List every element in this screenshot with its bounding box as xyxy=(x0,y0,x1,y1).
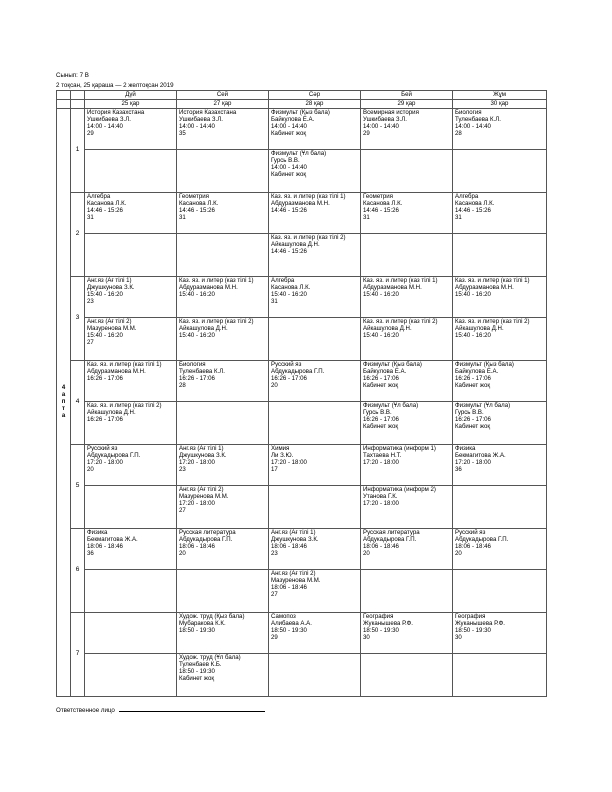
subject-name: Русская литература xyxy=(179,529,236,536)
lesson-time: 15:40 - 16:20 xyxy=(179,290,215,298)
lesson-cell xyxy=(269,193,361,234)
room-number: 27 xyxy=(87,338,94,346)
teacher-name: Касанова Л.К. xyxy=(87,199,127,207)
lesson-cell xyxy=(269,445,361,486)
teacher-name: Абдукадырова Г.П. xyxy=(87,451,141,459)
room-number: 20 xyxy=(363,549,370,557)
subject-name: Анг.яз (Ағ тілі 1) xyxy=(179,445,224,452)
lesson-number: 1 xyxy=(71,109,85,193)
teacher-name: Жуканышева Р.Ф. xyxy=(363,619,413,627)
teacher-name: Айкашулова Д.Н. xyxy=(271,240,320,248)
room-number: 36 xyxy=(87,549,94,557)
teacher-name: Байкулова Е.А. xyxy=(363,367,407,375)
lesson-cell xyxy=(269,613,361,654)
room-number: Кабинет жоқ xyxy=(271,170,307,178)
teacher-name: Ушкибаева З.Л. xyxy=(87,115,132,123)
subject-name: Химия xyxy=(271,445,290,452)
empty-cell xyxy=(85,150,177,193)
teacher-name: Мазуренова М.М. xyxy=(271,576,321,584)
subject-name: Худож. труд (Қыз бала) xyxy=(179,613,245,620)
lesson-time: 18:50 - 19:30 xyxy=(179,626,215,634)
lesson-row xyxy=(57,109,547,150)
teacher-name: Мубаракова К.К. xyxy=(179,619,226,627)
subject-name: Каз. яз. и литер (каз тілі 2) xyxy=(271,234,346,241)
day-date: 25 қар xyxy=(85,100,177,109)
empty-cell xyxy=(85,486,177,529)
day-date: 29 қар xyxy=(361,100,453,109)
room-number: 20 xyxy=(179,549,186,557)
corner-cell xyxy=(57,91,71,100)
empty-cell xyxy=(453,150,547,193)
subject-name: Геометрия xyxy=(363,193,393,200)
empty-cell xyxy=(269,654,361,697)
lesson-cell xyxy=(85,109,177,150)
teacher-name: Тахтаева Н.Т. xyxy=(363,451,402,459)
lesson-number: 5 xyxy=(71,445,85,529)
empty-cell xyxy=(269,486,361,529)
lesson-cell xyxy=(177,277,269,318)
room-number: 28 xyxy=(455,129,462,137)
teacher-name: Айкашулова Д.Н. xyxy=(455,324,504,332)
room-number: 29 xyxy=(271,633,278,641)
room-number: 27 xyxy=(271,590,278,598)
teacher-name: Джушкунова З.К. xyxy=(179,451,227,459)
subject-name: Физмульт (Қыз бала) xyxy=(271,109,330,116)
teacher-name: Утанова Г.К. xyxy=(363,492,398,500)
teacher-name: Абдуразманова М.Н. xyxy=(271,199,330,207)
lesson-cell xyxy=(453,193,547,234)
lesson-cell xyxy=(177,486,269,529)
subject-name: Информатика (информ 2) xyxy=(363,486,436,493)
lesson-time: 17:20 - 18:00 xyxy=(271,458,307,466)
lesson-time: 14:46 - 15:26 xyxy=(87,206,123,214)
lesson-time: 14:00 - 14:40 xyxy=(179,122,215,130)
subject-name: География xyxy=(363,613,394,620)
room-number: 27 xyxy=(179,506,186,514)
subject-name: География xyxy=(455,613,486,620)
subject-name: Алгебра xyxy=(455,193,479,200)
subject-name: Физика xyxy=(455,445,476,452)
subject-name: Русский яз xyxy=(87,445,118,452)
teacher-name: Джушкунова З.К. xyxy=(271,535,319,543)
lesson-cell xyxy=(177,529,269,570)
subject-name: Каз. яз. и литер (каз тілі 2) xyxy=(363,318,438,325)
lesson-time: 18:50 - 19:30 xyxy=(179,667,215,675)
lesson-number: 4 xyxy=(71,361,85,445)
teacher-name: Алибаева А.А. xyxy=(271,619,312,627)
room-number: 28 xyxy=(179,381,186,389)
lesson-cell xyxy=(361,318,453,361)
class-title: Сынып: 7 В xyxy=(56,72,89,79)
lesson-time: 15:40 - 16:20 xyxy=(87,331,123,339)
subject-name: Физмульт (Қыз бала) xyxy=(455,361,514,368)
empty-cell xyxy=(177,570,269,613)
lesson-cell xyxy=(85,361,177,402)
subject-name: Каз. яз. и литер (каз тілі 1) xyxy=(363,277,438,284)
empty-cell xyxy=(453,570,547,613)
subject-name: Анг.яз (Ағ тілі 2) xyxy=(179,486,224,493)
empty-cell xyxy=(361,150,453,193)
lesson-time: 15:40 - 16:20 xyxy=(455,331,491,339)
teacher-name: Жуканышева Р.Ф. xyxy=(455,619,505,627)
teacher-name: Гурсь В.В. xyxy=(363,408,392,416)
responsible-label: Ответственное лицо xyxy=(56,707,115,714)
lesson-cell xyxy=(361,109,453,150)
subject-name: Русская литература xyxy=(363,529,420,536)
empty-cell xyxy=(85,613,177,654)
empty-cell xyxy=(453,654,547,697)
subject-name: Русский яз xyxy=(455,529,486,536)
lesson-time: 17:20 - 18:00 xyxy=(455,458,491,466)
teacher-name: Абдукадырова Г.П. xyxy=(271,367,325,375)
room-number: Кабинет жоқ xyxy=(455,381,491,389)
lesson-number: 2 xyxy=(71,193,85,277)
day-name: Сәр xyxy=(269,91,361,100)
lesson-number: 3 xyxy=(71,277,85,361)
teacher-name: Айкашулова Д.Н. xyxy=(87,408,136,416)
lesson-time: 14:46 - 15:26 xyxy=(455,206,491,214)
room-number: 23 xyxy=(179,465,186,473)
lesson-time: 16:26 - 17:06 xyxy=(179,374,215,382)
lesson-row xyxy=(57,318,547,361)
lesson-row xyxy=(57,486,547,529)
lesson-cell xyxy=(453,361,547,402)
lesson-cell xyxy=(177,318,269,361)
lesson-time: 15:40 - 16:20 xyxy=(455,290,491,298)
signature-line xyxy=(119,705,265,712)
subject-name: Физмульт (Ұл бала) xyxy=(455,402,511,409)
room-number: 31 xyxy=(179,213,186,221)
lesson-time: 14:46 - 15:26 xyxy=(363,206,399,214)
lesson-time: 18:06 - 18:46 xyxy=(271,542,307,550)
lesson-cell xyxy=(85,193,177,234)
day-date: 28 қар xyxy=(269,100,361,109)
subject-name: Анг.яз (Ағ тілі 1) xyxy=(87,277,132,284)
room-number: 36 xyxy=(455,465,462,473)
room-number: 20 xyxy=(271,381,278,389)
teacher-name: Ушкибаева З.Л. xyxy=(179,115,224,123)
empty-cell xyxy=(177,402,269,445)
teacher-name: Абдуразманова М.Н. xyxy=(87,367,146,375)
teacher-name: Гурсь В.В. xyxy=(271,156,300,164)
teacher-name: Абдуразманова М.Н. xyxy=(363,283,422,291)
room-number: 31 xyxy=(455,213,462,221)
lesson-cell xyxy=(85,402,177,445)
room-number: Кабинет жоқ xyxy=(363,381,399,389)
subject-name: Физмульт (Ұл бала) xyxy=(363,402,419,409)
room-number: Кабинет жоқ xyxy=(455,422,491,430)
lesson-time: 14:00 - 14:40 xyxy=(271,163,307,171)
room-number: 29 xyxy=(363,129,370,137)
lesson-time: 15:40 - 16:20 xyxy=(363,290,399,298)
lesson-cell xyxy=(177,109,269,150)
lesson-cell xyxy=(269,234,361,277)
day-date: 30 қар xyxy=(453,100,547,109)
teacher-name: Абдукадырова Г.П. xyxy=(179,535,233,543)
empty-cell xyxy=(85,570,177,613)
room-number: 31 xyxy=(87,213,94,221)
room-number: 23 xyxy=(87,297,94,305)
lesson-cell xyxy=(453,109,547,150)
subject-name: Физика xyxy=(87,529,108,536)
lesson-row xyxy=(57,234,547,277)
lesson-time: 14:46 - 15:26 xyxy=(179,206,215,214)
teacher-name: Абдуразманова М.Н. xyxy=(179,283,238,291)
lesson-time: 16:26 - 17:06 xyxy=(363,415,399,423)
teacher-name: Абдуразманова М.Н. xyxy=(455,283,514,291)
room-number: 30 xyxy=(363,633,370,641)
lesson-cell xyxy=(269,277,361,318)
lesson-time: 18:50 - 19:30 xyxy=(271,626,307,634)
lesson-row xyxy=(57,150,547,193)
teacher-name: Касанова Л.К. xyxy=(271,283,311,291)
lesson-cell xyxy=(269,361,361,402)
empty-cell xyxy=(453,486,547,529)
lesson-cell xyxy=(361,445,453,486)
subject-name: Биология xyxy=(455,109,482,116)
lesson-time: 15:40 - 16:20 xyxy=(363,331,399,339)
empty-cell xyxy=(453,234,547,277)
day-date: 27 қар xyxy=(177,100,269,109)
week-label-text: 4 апта xyxy=(61,385,66,419)
teacher-name: Джушкунова З.К. xyxy=(87,283,135,291)
teacher-name: Абдукадырова Г.П. xyxy=(363,535,417,543)
lesson-time: 17:20 - 18:00 xyxy=(179,458,215,466)
lesson-time: 16:26 - 17:06 xyxy=(363,374,399,382)
lesson-time: 14:00 - 14:40 xyxy=(363,122,399,130)
lesson-row xyxy=(57,277,547,318)
subject-name: Каз. яз. и литер (каз тілі 2) xyxy=(455,318,530,325)
lesson-cell xyxy=(361,529,453,570)
lesson-row xyxy=(57,193,547,234)
lesson-time: 14:00 - 14:40 xyxy=(455,122,491,130)
day-name: Сей xyxy=(177,91,269,100)
teacher-name: Мазуренова М.М. xyxy=(87,324,137,332)
subject-name: Физмульт (Ұл бала) xyxy=(271,150,327,157)
teacher-name: Туленбаев К.Б. xyxy=(179,660,222,668)
teacher-name: Байкулова Е.А. xyxy=(271,115,315,123)
lesson-time: 15:40 - 16:20 xyxy=(87,290,123,298)
teacher-name: Ли З.Ю. xyxy=(271,451,294,459)
subject-name: Каз. яз. и литер (каз тілі 1) xyxy=(87,361,162,368)
teacher-name: Касанова Л.К. xyxy=(455,199,495,207)
lesson-time: 17:20 - 18:00 xyxy=(179,499,215,507)
responsible-person xyxy=(56,705,265,714)
lesson-row xyxy=(57,654,547,697)
lesson-cell xyxy=(269,150,361,193)
teacher-name: Бекмагитова Ж.А. xyxy=(455,451,506,459)
subject-name: Русский яз xyxy=(271,361,302,368)
room-number: 17 xyxy=(271,465,278,473)
empty-cell xyxy=(85,654,177,697)
subject-name: Биология xyxy=(179,361,206,368)
lesson-time: 14:00 - 14:40 xyxy=(271,122,307,130)
lesson-cell xyxy=(361,193,453,234)
subject-name: Каз. яз. и литер (каз тілі 2) xyxy=(179,318,254,325)
lesson-cell xyxy=(269,109,361,150)
day-header-row xyxy=(57,91,547,100)
lesson-cell xyxy=(269,570,361,613)
timetable xyxy=(56,90,547,697)
subject-name: Каз. яз. и литер (каз тілі 2) xyxy=(87,402,162,409)
lesson-time: 17:20 - 18:00 xyxy=(87,458,123,466)
lesson-row xyxy=(57,445,547,486)
lesson-cell xyxy=(177,193,269,234)
lesson-cell xyxy=(85,318,177,361)
room-number: 31 xyxy=(271,297,278,305)
teacher-name: Абдукадырова Г.П. xyxy=(455,535,509,543)
empty-cell xyxy=(361,570,453,613)
lesson-cell xyxy=(361,402,453,445)
lesson-time: 18:06 - 18:46 xyxy=(179,542,215,550)
teacher-name: Гурсь В.В. xyxy=(455,408,484,416)
day-name: Жұм xyxy=(453,91,547,100)
subject-name: Анг.яз (Ағ тілі 1) xyxy=(271,529,316,536)
subject-name: Анг.яз (Ағ тілі 2) xyxy=(271,570,316,577)
period-label: 2 тоқсан, 25 қараша — 2 желтоқсан 2019 xyxy=(56,82,174,89)
lesson-time: 16:26 - 17:06 xyxy=(87,374,123,382)
lesson-cell xyxy=(453,613,547,654)
lesson-cell xyxy=(453,318,547,361)
day-name: Дүй xyxy=(85,91,177,100)
lesson-cell xyxy=(453,277,547,318)
room-number: Кабинет жоқ xyxy=(363,422,399,430)
subject-name: Самопоз xyxy=(271,613,296,620)
lesson-time: 16:26 - 17:06 xyxy=(271,374,307,382)
teacher-name: Бекмагитова Ж.А. xyxy=(87,535,138,543)
lesson-time: 16:26 - 17:06 xyxy=(87,415,123,423)
room-number: 23 xyxy=(271,549,278,557)
corner-cell xyxy=(71,100,85,109)
lesson-cell xyxy=(453,445,547,486)
lesson-cell xyxy=(269,529,361,570)
teacher-name: Байкулова Е.А. xyxy=(455,367,499,375)
room-number: 31 xyxy=(363,213,370,221)
day-name: Бей xyxy=(361,91,453,100)
subject-name: История Казахстана xyxy=(179,109,237,116)
subject-name: Физмульт (Қыз бала) xyxy=(363,361,422,368)
teacher-name: Туленбаева К.Л. xyxy=(455,115,501,123)
teacher-name: Айкашулова Д.Н. xyxy=(363,324,412,332)
teacher-name: Мазуренова М.М. xyxy=(179,492,229,500)
teacher-name: Ушкибаева З.Л. xyxy=(363,115,408,123)
lesson-time: 18:06 - 18:46 xyxy=(271,583,307,591)
lesson-time: 14:46 - 15:26 xyxy=(271,247,307,255)
subject-name: Информатика (информ 1) xyxy=(363,445,436,452)
subject-name: Каз. яз. и литер (каз тілі 1) xyxy=(455,277,530,284)
lesson-row xyxy=(57,613,547,654)
teacher-name: Касанова Л.К. xyxy=(179,199,219,207)
lesson-row xyxy=(57,570,547,613)
lesson-time: 17:20 - 18:00 xyxy=(363,458,399,466)
teacher-name: Туленбаева К.Л. xyxy=(179,367,225,375)
lesson-time: 15:40 - 16:20 xyxy=(271,290,307,298)
lesson-time: 17:20 - 18:00 xyxy=(363,499,399,507)
subject-name: Каз. яз. и литер (каз тілі 1) xyxy=(271,193,346,200)
date-header-row xyxy=(57,100,547,109)
lesson-cell xyxy=(361,361,453,402)
subject-name: Худож. труд (Ұл бала) xyxy=(179,654,241,661)
subject-name: История Казахстана xyxy=(87,109,145,116)
room-number: 29 xyxy=(87,129,94,137)
lesson-number: 7 xyxy=(71,613,85,697)
empty-cell xyxy=(269,318,361,361)
empty-cell xyxy=(361,654,453,697)
lesson-cell xyxy=(177,613,269,654)
lesson-cell xyxy=(177,361,269,402)
room-number: 20 xyxy=(455,549,462,557)
lesson-time: 16:26 - 17:06 xyxy=(455,415,491,423)
subject-name: Геометрия xyxy=(179,193,209,200)
lesson-time: 18:50 - 19:30 xyxy=(455,626,491,634)
subject-name: Алгебра xyxy=(87,193,111,200)
lesson-time: 14:00 - 14:40 xyxy=(87,122,123,130)
empty-cell xyxy=(85,234,177,277)
lesson-row xyxy=(57,529,547,570)
lesson-time: 18:06 - 18:46 xyxy=(455,542,491,550)
teacher-name: Айкашулова Д.Н. xyxy=(179,324,228,332)
subject-name: Анг.яз (Ағ тілі 2) xyxy=(87,318,132,325)
lesson-number: 6 xyxy=(71,529,85,613)
lesson-time: 18:06 - 18:46 xyxy=(87,542,123,550)
lesson-time: 18:06 - 18:46 xyxy=(363,542,399,550)
corner-cell xyxy=(57,100,71,109)
lesson-cell xyxy=(177,445,269,486)
lesson-cell xyxy=(177,654,269,697)
lesson-cell xyxy=(361,613,453,654)
empty-cell xyxy=(177,234,269,277)
lesson-cell xyxy=(85,445,177,486)
lesson-time: 14:46 - 15:26 xyxy=(271,206,307,214)
lesson-row xyxy=(57,361,547,402)
week-label xyxy=(57,109,71,697)
empty-cell xyxy=(177,150,269,193)
room-number: 20 xyxy=(87,465,94,473)
lesson-cell xyxy=(361,486,453,529)
teacher-name: Касанова Л.К. xyxy=(363,199,403,207)
room-number: Кабинет жоқ xyxy=(179,674,215,682)
empty-cell xyxy=(269,402,361,445)
corner-cell xyxy=(71,91,85,100)
subject-name: Всемирная история xyxy=(363,109,419,116)
lesson-time: 16:26 - 17:06 xyxy=(455,374,491,382)
lesson-time: 15:40 - 16:20 xyxy=(179,331,215,339)
empty-cell xyxy=(361,234,453,277)
subject-name: Каз. яз. и литер (каз тілі 1) xyxy=(179,277,254,284)
room-number: 30 xyxy=(455,633,462,641)
lesson-cell xyxy=(453,529,547,570)
lesson-cell xyxy=(85,529,177,570)
room-number: Кабинет жоқ xyxy=(271,129,307,137)
subject-name: Алгебра xyxy=(271,277,295,284)
lesson-cell xyxy=(453,402,547,445)
lesson-cell xyxy=(361,277,453,318)
lesson-cell xyxy=(85,277,177,318)
lesson-time: 18:50 - 19:30 xyxy=(363,626,399,634)
room-number: 35 xyxy=(179,129,186,137)
lesson-row xyxy=(57,402,547,445)
